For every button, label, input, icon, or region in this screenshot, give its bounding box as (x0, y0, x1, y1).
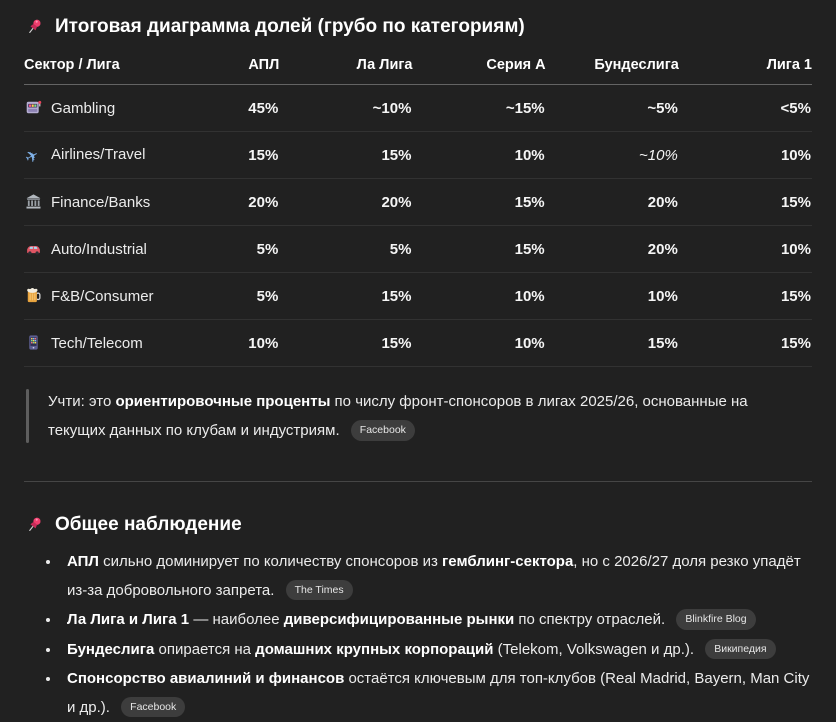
phone-icon (25, 334, 42, 351)
value-cell: 15% (679, 320, 812, 367)
table-row (24, 320, 812, 367)
sector-cell (24, 179, 151, 226)
list-item (61, 636, 812, 665)
sector-cell (24, 273, 154, 320)
bank-icon (25, 193, 42, 210)
sector-cell (24, 226, 146, 273)
value-cell: 10% (412, 273, 545, 320)
table-row (24, 85, 812, 132)
note-seg: Учти: это (48, 393, 116, 410)
bullet-seg: — наиболее (189, 611, 284, 628)
value-cell: 20% (546, 179, 679, 226)
table-row (24, 132, 812, 179)
citation-badge-facebook[interactable]: Facebook (351, 420, 415, 441)
table-row (24, 179, 812, 226)
bullet-seg-bold: АПЛ (67, 553, 99, 570)
bullet-seg-bold: Ла Лига и Лига 1 (67, 611, 190, 628)
value-cell: 20% (279, 179, 412, 226)
sector-label: Finance/Banks (51, 194, 151, 211)
bullet-seg: опирается на (154, 640, 256, 658)
col-header-bundesliga: Бундеслига (546, 48, 679, 85)
note-blockquote (26, 387, 812, 445)
value-cell: 10% (412, 320, 545, 367)
value-cell: 15% (679, 273, 812, 320)
section-divider (24, 481, 812, 482)
pushpin-icon (24, 515, 44, 535)
bullet-seg-bold: домашних крупных корпораций (255, 640, 494, 658)
value-cell: 10% (146, 320, 279, 367)
sector-cell (21, 132, 146, 179)
sector-cell (24, 320, 146, 367)
sector-label: Auto/Industrial (51, 241, 147, 258)
value-cell: ~10% (546, 132, 679, 179)
beer-icon (25, 287, 42, 304)
value-cell: 5% (146, 226, 279, 273)
col-header-seriea: Серия А (412, 48, 545, 85)
value-cell: ~5% (546, 85, 679, 132)
summary-title (24, 16, 812, 38)
note-text (29, 387, 788, 445)
value-cell: 15% (146, 132, 279, 179)
bullet-seg: , но с 2026/27 доля резко упадёт из-за добровольного запрета. (67, 553, 801, 599)
page-title: Итоговая диаграмма долей (грубо по категориям) (55, 16, 525, 37)
citation-badge-wikipedia[interactable]: Википедия (705, 639, 775, 660)
shares-table (21, 48, 812, 367)
list-item (61, 665, 812, 722)
airplane-icon: ✈ (21, 144, 43, 168)
sector-label: Airlines/Travel (51, 145, 146, 163)
bullet-seg: сильно доминирует по количеству спонсоров из (98, 553, 443, 570)
list-item (61, 606, 812, 635)
value-cell: 15% (412, 226, 545, 273)
bullet-seg-bold: Бундеслига (67, 640, 155, 658)
value-cell: 5% (146, 273, 279, 320)
citation-badge-facebook[interactable]: Facebook (121, 697, 185, 718)
value-cell: 15% (546, 320, 679, 367)
value-cell: 45% (146, 85, 279, 132)
car-icon (25, 240, 42, 257)
sector-cell (24, 85, 146, 132)
value-cell: 20% (146, 179, 279, 226)
value-cell: 15% (679, 179, 812, 226)
sector-label: F&B/Consumer (51, 288, 154, 305)
col-header-ligue1: Лига 1 (679, 48, 812, 85)
value-cell: 15% (279, 320, 412, 367)
citation-badge-the-times[interactable]: The Times (286, 580, 353, 601)
value-cell: 5% (279, 226, 412, 273)
table-row (24, 226, 812, 273)
note-seg: по числу фронт-спонсоров в лигах 2025/26, основанные на текущих данных по клубам и индустриям. (48, 393, 748, 439)
value-cell: 10% (679, 226, 812, 273)
bullet-seg-bold: диверсифицированные рынки (283, 611, 515, 628)
bullet-seg-bold: Спонсорство авиалиний и финансов (67, 670, 345, 687)
value-cell: <5% (679, 85, 812, 132)
value-cell: 10% (679, 132, 812, 179)
observations-heading (24, 514, 812, 536)
observations-title: Общее наблюдение (55, 514, 242, 535)
slot-machine-icon (25, 99, 42, 116)
col-header-apl: АПЛ (146, 48, 279, 85)
value-cell: 15% (279, 132, 412, 179)
observations-list (24, 548, 812, 722)
bullet-seg: по спектру отраслей. (514, 611, 666, 628)
bullet-seg: остаётся ключевым для топ-клубов (Real Madrid, Bayern, Man City и др.). (67, 670, 810, 716)
note-seg-bold: ориентировочные проценты (115, 393, 331, 410)
sector-label: Gambling (51, 100, 116, 117)
bullet-seg-bold: гемблинг-сектора (442, 553, 574, 570)
table-row (24, 273, 812, 320)
pushpin-icon (24, 17, 44, 37)
col-header-laliga: Ла Лига (279, 48, 412, 85)
value-cell: 10% (546, 273, 679, 320)
bullet-seg: (Telekom, Volkswagen и др.). (493, 640, 695, 658)
value-cell: 15% (279, 273, 412, 320)
value-cell: 20% (546, 226, 679, 273)
sector-label: Tech/Telecom (51, 335, 143, 352)
citation-badge-blinkfire-blog[interactable]: Blinkfire Blog (676, 609, 755, 630)
value-cell: 10% (412, 132, 545, 179)
value-cell: 15% (412, 179, 545, 226)
col-header-sector: Сектор / Лига (24, 48, 146, 85)
value-cell: ~10% (279, 85, 412, 132)
list-item (61, 548, 812, 605)
table-header-row (24, 48, 812, 85)
value-cell: ~15% (412, 85, 545, 132)
